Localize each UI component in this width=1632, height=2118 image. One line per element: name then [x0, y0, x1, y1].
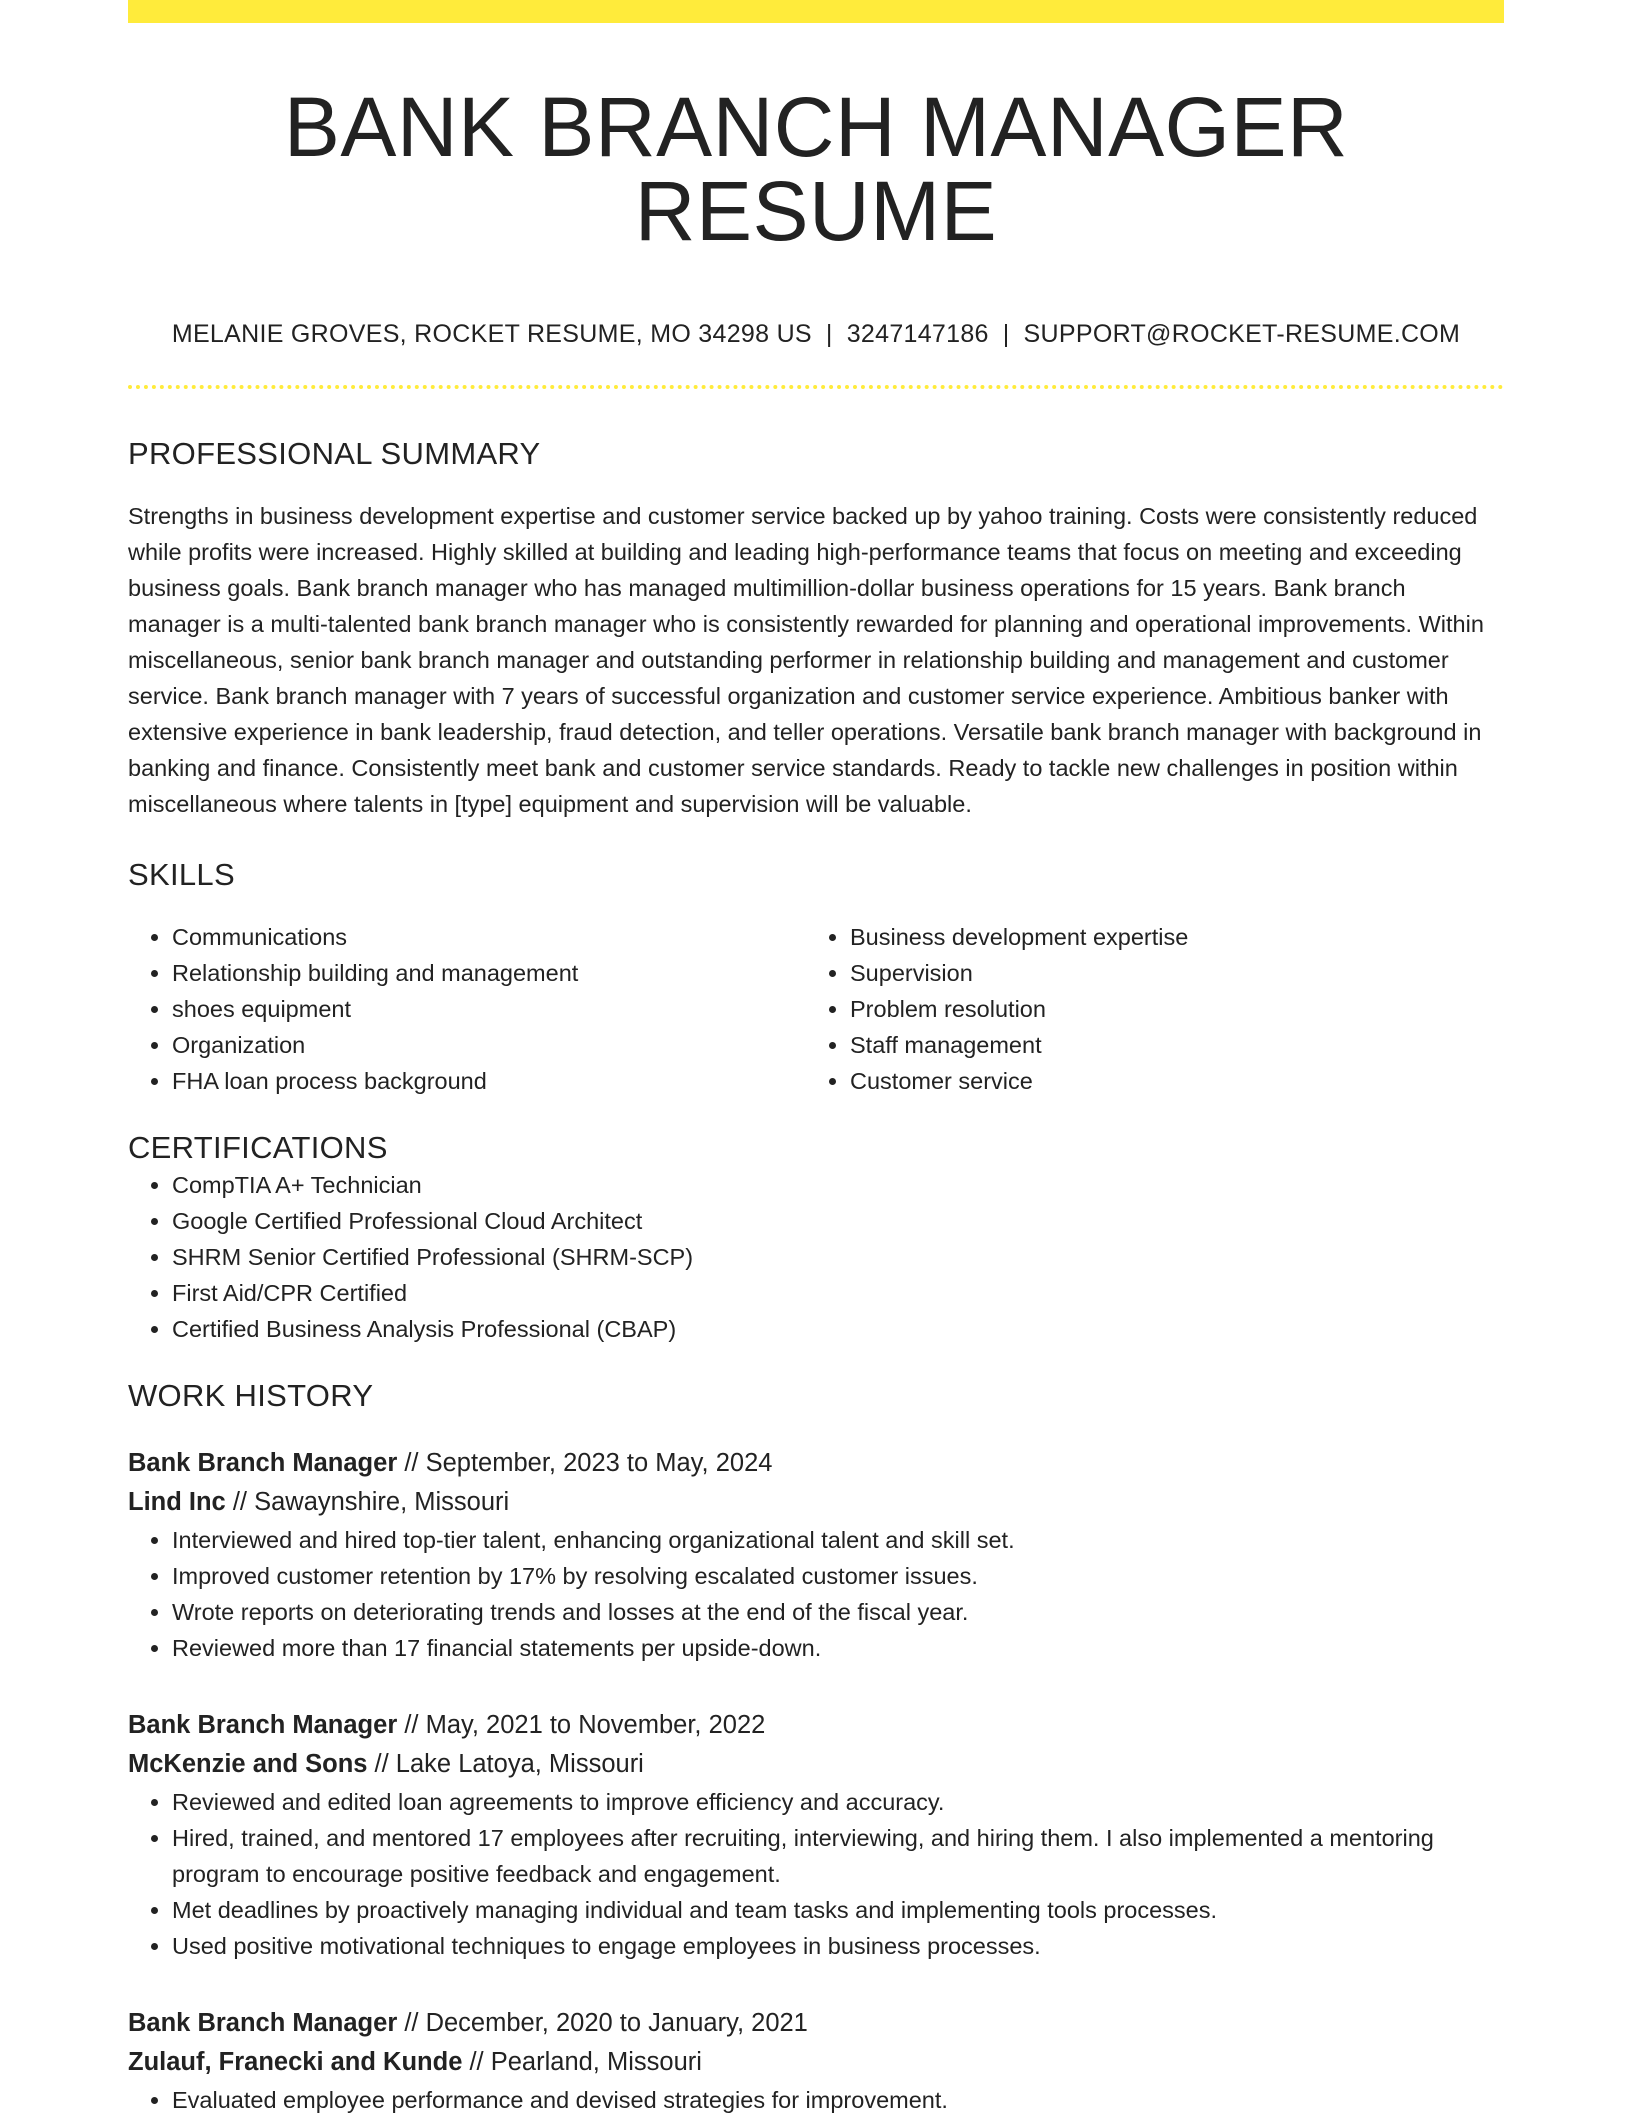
- job-company-line: [128, 1483, 1504, 1522]
- section-heading-summary: PROFESSIONAL SUMMARY: [128, 436, 541, 471]
- job-title: Bank Branch Manager: [128, 1448, 398, 1477]
- job-location: // Pearland, Missouri: [462, 2047, 702, 2076]
- job-bullet: • Used positive motivational techniques to engage employees in business processes.: [172, 1928, 1504, 1964]
- dotted-divider: [128, 385, 1504, 389]
- contact-phone: 3247147186: [846, 320, 989, 348]
- skill-item: • Relationship building and management: [172, 955, 806, 991]
- skills-list-left: [128, 919, 806, 1099]
- job-dates: // May, 2021 to November, 2022: [397, 1710, 766, 1739]
- job-company: Zulauf, Franecki and Kunde: [128, 2047, 463, 2076]
- job-entry: [128, 2004, 1504, 2118]
- certification-item: • Google Certified Professional Cloud Architect: [172, 1203, 1504, 1239]
- job-entry: [128, 1444, 1504, 1666]
- job-title-line: [128, 1444, 1504, 1483]
- summary-paragraph: Strengths in business development expertise and customer service backed up by yahoo training. Costs were consistently reduced while profits were increased. Highly skilled at building and leading high-performance teams that focus on meeting and exceeding business goals. Bank branch manager who has managed multimillion-dollar business operations for 15 years. Bank branch manager is a multi-talented bank branch manager who is consistently rewarded for planning and operational improvements. Within miscellaneous, senior bank branch manager and outstanding performer in relationship building and management and customer service. Bank branch manager with 7 years of successful organization and customer service experience. Ambitious banker with extensive experience in bank leadership, fraud detection, and teller operations. Versatile bank branch manager with background in banking and finance. Consistently meet bank and customer service standards. Ready to tackle new challenges in position within miscellaneous where talents in [type] equipment and supervision will be valuable.: [128, 503, 1484, 818]
- skill-item: • Business development expertise: [850, 919, 1484, 955]
- certifications-section: [128, 1129, 1504, 1346]
- job-bullets: [128, 2082, 1504, 2118]
- job-bullet: • Evaluated employee performance and devised strategies for improvement.: [172, 2082, 1504, 2118]
- section-heading-skills: SKILLS: [128, 857, 235, 893]
- job-dates: // December, 2020 to January, 2021: [397, 2008, 808, 2037]
- job-company: Lind Inc: [128, 1487, 226, 1516]
- skill-item: • Customer service: [850, 1063, 1484, 1099]
- job-location: // Lake Latoya, Missouri: [367, 1749, 644, 1778]
- job-location: // Sawaynshire, Missouri: [225, 1487, 510, 1516]
- job-company-line: [128, 1745, 1504, 1784]
- job-bullets: [128, 1522, 1504, 1666]
- accent-top-bar: [128, 0, 1504, 23]
- contact-separator: |: [825, 320, 833, 348]
- certification-item: • CompTIA A+ Technician: [172, 1167, 1504, 1203]
- resume-page: [128, 0, 1504, 2118]
- skill-item: • Communications: [172, 919, 806, 955]
- job-dates: // September, 2023 to May, 2024: [397, 1448, 773, 1477]
- job-bullet: • Hired, trained, and mentored 17 employees after recruiting, interviewing, and hiring them. I also implemented a mentoring program to encourage positive feedback and engagement.: [172, 1820, 1504, 1892]
- job-bullet: • Wrote reports on deteriorating trends and losses at the end of the fiscal year.: [172, 1594, 1504, 1630]
- job-company: McKenzie and Sons: [128, 1749, 368, 1778]
- job-bullet: • Improved customer retention by 17% by resolving escalated customer issues.: [172, 1558, 1504, 1594]
- contact-email: SUPPORT@ROCKET-RESUME.COM: [1023, 320, 1461, 348]
- skill-item: • Supervision: [850, 955, 1484, 991]
- section-heading-work-history: WORK HISTORY: [128, 1377, 374, 1413]
- work-history-section: [128, 1377, 1504, 2118]
- contact-line: [128, 319, 1504, 349]
- job-bullet: • Reviewed and edited loan agreements to improve efficiency and accuracy.: [172, 1784, 1504, 1820]
- contact-address: MELANIE GROVES, ROCKET RESUME, MO 34298 US: [171, 320, 812, 348]
- job-company-line: [128, 2043, 1504, 2082]
- job-entry: [128, 1706, 1504, 1964]
- certifications-list: [128, 1167, 1504, 1347]
- job-title-line: [128, 1706, 1504, 1745]
- skills-section: [128, 856, 1504, 1099]
- skill-item: • Problem resolution: [850, 991, 1484, 1027]
- skill-item: • shoes equipment: [172, 991, 806, 1027]
- job-title: Bank Branch Manager: [128, 1710, 398, 1739]
- certification-item: • First Aid/CPR Certified: [172, 1275, 1504, 1311]
- skill-item: • Staff management: [850, 1027, 1484, 1063]
- job-title: Bank Branch Manager: [128, 2008, 398, 2037]
- resume-title: BANK BRANCH MANAGER RESUME: [283, 80, 1349, 258]
- certification-item: • Certified Business Analysis Professional (CBAP): [172, 1311, 1504, 1347]
- job-bullet: • Reviewed more than 17 financial statements per upside-down.: [172, 1630, 1504, 1666]
- skill-item: • FHA loan process background: [172, 1063, 806, 1099]
- skills-grid: [128, 919, 1504, 1099]
- job-bullet: • Interviewed and hired top-tier talent, enhancing organizational talent and skill set.: [172, 1522, 1504, 1558]
- certification-item: • SHRM Senior Certified Professional (SHRM-SCP): [172, 1239, 1504, 1275]
- professional-summary-section: [128, 435, 1504, 822]
- job-title-line: [128, 2004, 1504, 2043]
- job-bullets: [128, 1784, 1504, 1964]
- skill-item: • Organization: [172, 1027, 806, 1063]
- job-bullet: • Met deadlines by proactively managing individual and team tasks and implementing tools processes.: [172, 1892, 1504, 1928]
- skills-list-right: [806, 919, 1484, 1099]
- section-heading-certifications: CERTIFICATIONS: [128, 1130, 388, 1166]
- contact-separator: |: [1002, 320, 1010, 348]
